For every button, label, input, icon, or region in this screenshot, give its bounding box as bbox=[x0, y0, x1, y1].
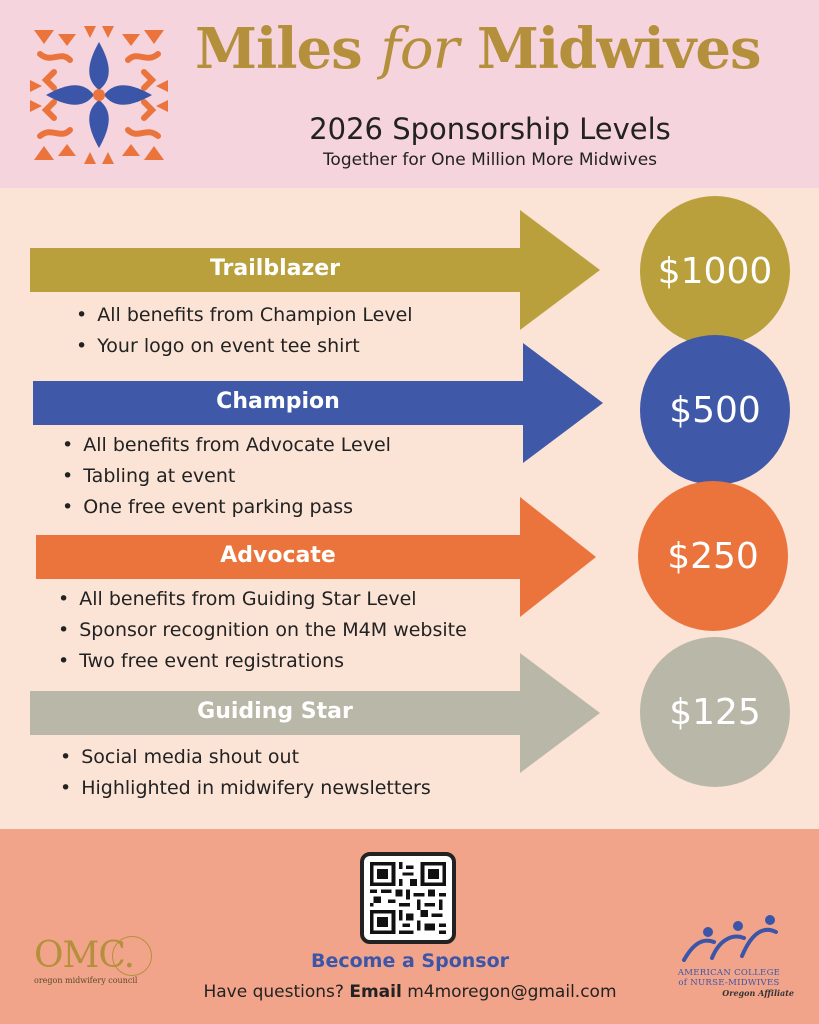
page-tagline: Together for One Million More Midwives bbox=[322, 150, 658, 170]
tier-name-trailblazer: Trailblazer bbox=[209, 256, 341, 281]
page-subtitle: 2026 Sponsorship Levels bbox=[309, 112, 671, 146]
benefit-item: • Highlighted in midwifery newsletters bbox=[60, 773, 431, 804]
acnm-logo bbox=[664, 912, 794, 1012]
tier-name-champion: Champion bbox=[216, 389, 340, 414]
tier-benefits-guiding-star bbox=[60, 742, 431, 804]
benefit-item: • Sponsor recognition on the M4M website bbox=[58, 615, 467, 646]
omc-logo-mark: OMC. bbox=[34, 935, 135, 976]
tier-price-champion: $500 bbox=[640, 335, 790, 485]
benefit-item: • Two free event registrations bbox=[58, 646, 467, 677]
benefit-item: • All benefits from Guiding Star Level bbox=[58, 584, 467, 615]
benefit-item: • Tabling at event bbox=[62, 461, 391, 492]
contact-email[interactable]: m4moregon@gmail.com bbox=[401, 982, 617, 1002]
acnm-affiliate: Oregon Affiliate bbox=[722, 988, 794, 998]
acnm-name-line2: of NURSE-MIDWIVES bbox=[678, 978, 780, 988]
tier-name-guiding-star: Guiding Star bbox=[197, 699, 353, 724]
benefit-item: • One free event parking pass bbox=[62, 492, 391, 523]
tier-name-advocate: Advocate bbox=[220, 543, 336, 568]
page-title: Miles for Midwives bbox=[195, 16, 761, 82]
decorative-tile-logo bbox=[24, 20, 174, 170]
benefit-item: • All benefits from Advocate Level bbox=[62, 430, 391, 461]
acnm-figures-icon bbox=[664, 912, 794, 964]
omc-ring-icon bbox=[112, 936, 152, 976]
benefit-item: • Social media shout out bbox=[60, 742, 431, 773]
sponsor-qr-code[interactable] bbox=[360, 852, 456, 944]
tier-price-guiding-star: $125 bbox=[640, 637, 790, 787]
tier-price-trailblazer: $1000 bbox=[640, 196, 790, 346]
tier-price-advocate: $250 bbox=[638, 481, 788, 631]
contact-line bbox=[150, 982, 670, 1002]
omc-logo-subtitle: oregon midwifery council bbox=[34, 976, 138, 985]
contact-prefix: Have questions? bbox=[203, 982, 350, 1002]
contact-email-label: Email bbox=[349, 982, 402, 1002]
benefit-item: • Your logo on event tee shirt bbox=[76, 331, 413, 362]
omc-logo bbox=[34, 936, 164, 996]
benefit-item: • All benefits from Champion Level bbox=[76, 300, 413, 331]
become-sponsor-link[interactable]: Become a Sponsor bbox=[310, 950, 509, 972]
acnm-name-line1: AMERICAN COLLEGE bbox=[677, 968, 781, 978]
